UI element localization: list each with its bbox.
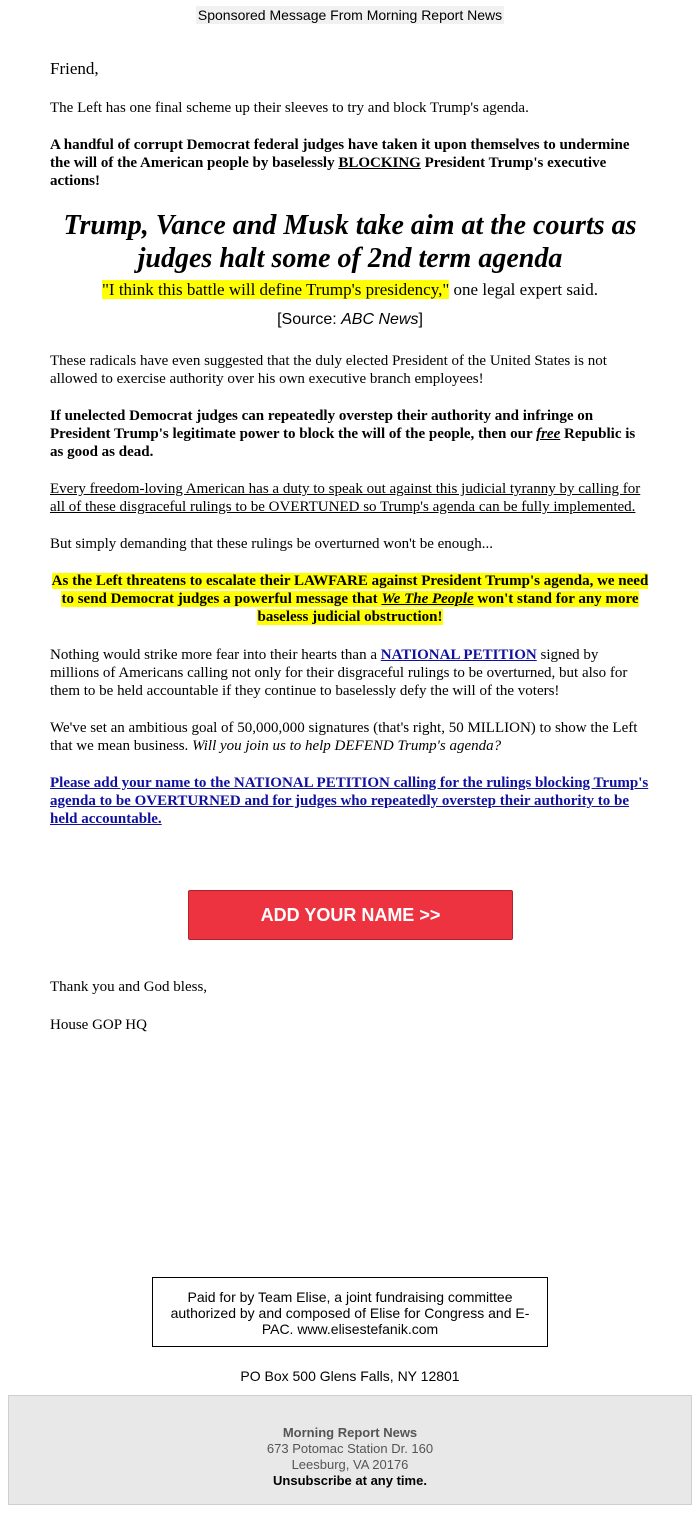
closing-signature: House GOP HQ [50, 1017, 147, 1033]
footer-address-line2: Leesburg, VA 20176 [291, 1457, 409, 1472]
join-us-question: Will you join us to help DEFEND Trump's agenda? [192, 738, 502, 754]
paragraph-goal [50, 719, 650, 755]
paragraph-intro: The Left has one final scheme up their sleeves to try and block Trump's agenda. [50, 100, 529, 116]
source-citation [50, 310, 650, 330]
expert-quote [50, 280, 650, 300]
free-emphasis: free [536, 426, 561, 442]
po-box-address: PO Box 500 Glens Falls, NY 12801 [240, 1368, 460, 1384]
paragraph-judges [50, 136, 650, 190]
article-headline: Trump, Vance and Musk take aim at the courts as judges halt some of 2nd term agenda [63, 210, 637, 274]
add-your-name-button[interactable]: ADD YOUR NAME >> [188, 890, 513, 940]
paragraph-duty: Every freedom-loving American has a duty to speak out against this judicial tyranny by calling for all of these disgraceful rulings to be OVERTUNED so Trump's agenda can be fully implemented. [50, 481, 641, 515]
footer-sender-name: Morning Report News [282, 1425, 418, 1440]
source-suffix: ] [418, 311, 423, 328]
cta-container [188, 890, 513, 940]
paragraph-petition [50, 646, 650, 700]
footer [8, 1395, 692, 1505]
lawfare-banner [50, 572, 650, 626]
closing-thanks: Thank you and God bless, [50, 979, 208, 995]
paragraph-radicals: These radicals have even suggested that the duly elected President of the United States is not allowed to exercise authority over his own executive branch employees! [50, 353, 607, 387]
paid-for-disclaimer: Paid for by Team Elise, a joint fundraising committee authorized by and composed of Elise for Congress and E-PAC. www.elisestefanik.com [152, 1277, 548, 1347]
footer-address-line1: 673 Potomac Station Dr. 160 [266, 1441, 434, 1456]
paragraph-demanding: But simply demanding that these rulings be overturned won't be enough... [50, 536, 494, 552]
banner-text-start: As the Left threatens to escalate their LAWFARE against President Trump's agenda, we need to send Democrat judges a powerful message that [51, 573, 649, 607]
banner-text-end: won't stand for any more baseless judicial obstruction! [257, 591, 639, 625]
national-petition-link[interactable]: NATIONAL PETITION [380, 647, 537, 663]
greeting: Friend, [50, 59, 99, 78]
source-name: ABC News [341, 311, 419, 328]
blocking-emphasis: BLOCKING [338, 155, 421, 171]
sponsor-header [0, 7, 700, 23]
unsubscribe-link[interactable]: Unsubscribe at any time. [273, 1473, 427, 1488]
paragraph-goal-text: We've set an ambitious goal of 50,000,000 signatures (that's right, 50 MILLION) to show the Left that we mean business. [50, 720, 638, 754]
paragraph-judges-end: President Trump's executive actions! [50, 155, 607, 189]
we-the-people-emphasis: We The People [381, 591, 474, 607]
add-name-petition-link[interactable]: Please add your name to the NATIONAL PETITION calling for the rulings blocking Trump's agenda to be OVERTURNED and for judges who repeatedly overstep their authority to be held accountable. [50, 775, 649, 827]
paragraph-petition-end: signed by millions of Americans calling not only for their disgraceful rulings to be overturned, but also for them to be held accountable if they continue to baselessly defy the will of the voters! [50, 647, 628, 699]
paragraph-add-name [50, 774, 650, 828]
paragraph-unelected [50, 407, 650, 461]
banner-text [52, 573, 649, 625]
sponsor-text: Sponsored Message From Morning Report News [197, 7, 503, 23]
email-body [50, 60, 650, 828]
paragraph-unelected-text: If unelected Democrat judges can repeatedly overstep their authority and infringe on President Trump's legitimate power to block the will of the people, then our [50, 408, 594, 442]
quote-attribution: one legal expert said. [449, 280, 598, 299]
source-prefix: [Source: [277, 311, 342, 328]
paragraph-petition-text: Nothing would strike more fear into their hearts than a [50, 647, 381, 663]
quote-highlight: "I think this battle will define Trump's presidency," [101, 280, 450, 299]
paragraph-unelected-end: Republic is as good as dead. [50, 426, 636, 460]
paragraph-judges-text: A handful of corrupt Democrat federal judges have taken it upon themselves to undermine the will of the American people by baselessly [50, 137, 630, 171]
